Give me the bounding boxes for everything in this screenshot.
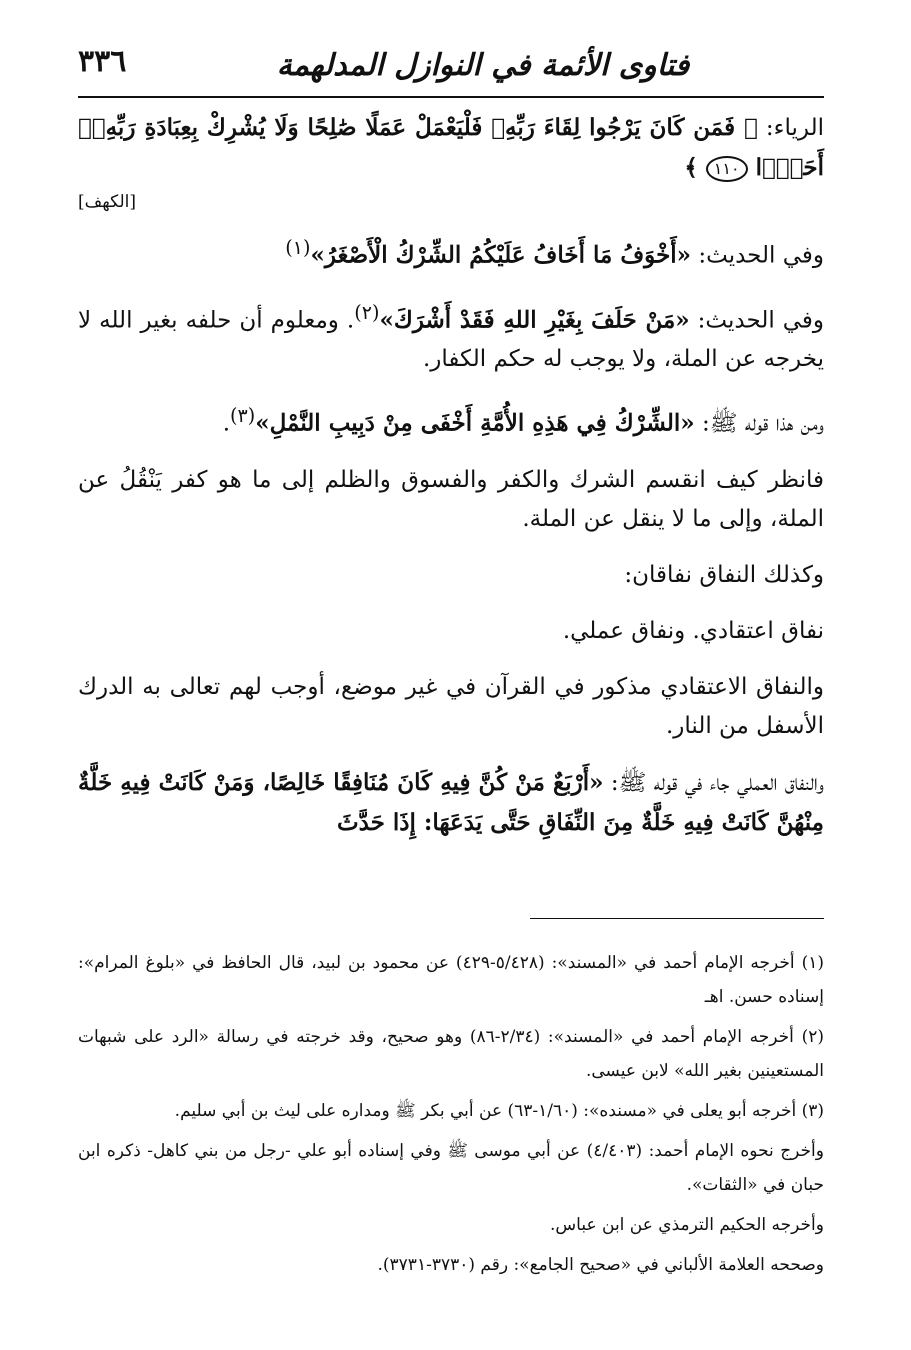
paragraph-intro: الرياء: (757, 115, 824, 141)
footnote-ref: (١) (285, 236, 311, 259)
paragraph-nifaq-intro: وكذلك النفاق نفاقان: (624, 561, 824, 588)
page-number: ٣٣٦ (78, 44, 127, 79)
paragraph-riya (78, 108, 824, 214)
quran-verse: ﴿ فَمَن كَانَ يَرْجُوا لِقَاءَ رَبِّهِۦ فَلْيَعْمَلْ عَمَلًا صَٰلِحًا وَلَا يُشْرِكْ بِعِبَادَةِ رَبِّهِۦٓ أَحَدًۢا (78, 114, 824, 181)
hadith-text: «أَرْبَعٌ مَنْ كُنَّ فِيهِ كَانَ مُنَافِقًا خَالِصًا، وَمَنْ كَانَتْ فِيهِ خَلَّةٌ مِنْهُنَّ كَانَتْ فِيهِ خَلَّةٌ مِنَ النِّفَاقِ حَتَّى يَدَعَهَا: إِذَا حَدَّثَ (78, 768, 824, 836)
footnotes (78, 946, 824, 1288)
hadith-text: «الشِّرْكُ فِي هَذِهِ الأُمَّةِ أَخْفَى مِنْ دَبِيبِ النَّمْلِ» (255, 409, 695, 437)
quran-close-bracket: ﴾ (684, 154, 706, 181)
ayah-number-marker: ١١٠ (706, 156, 748, 182)
footnote-3: (٣) أخرجه أبو يعلى في «مسنده»: (١/٦٠-٦٣) عن أبي بكر ﷺ ومداره على ليث بن أبي سليم. (174, 1101, 824, 1121)
paragraph-nifaq-types: نفاق اعتقادي. ونفاق عملي. (562, 617, 824, 644)
paragraph-intro: ومن هذا قوله ﷺ: (694, 410, 824, 437)
footnote-1: (١) أخرجه الإمام أحمد في «المسند»: (٥/٤٢٨-٤٢٩) عن محمود بن لبيد، قال الحافظ في «بلوغ المرام»: إسناده حسن. اهـ (78, 953, 824, 1007)
paragraph-intro: وفي الحديث: (689, 307, 824, 334)
paragraph-text: . ومعلوم أن حلفه بغير الله لا يخرجه عن الملة، ولا يوجب له حكم الكفار. (78, 307, 824, 373)
paragraph-nifaq-itiqadi: والنفاق الاعتقادي مذكور في القرآن في غير موضع، أوجب لهم تعالى به الدرك الأسفل من النار. (78, 673, 824, 739)
book-title: فتاوى الأئمة في النوازل المدلهمة (276, 48, 690, 83)
page-header (78, 44, 824, 94)
footnote-divider (530, 918, 824, 919)
paragraph-intro: وفي الحديث: (691, 242, 824, 269)
paragraph-end: . (222, 410, 230, 437)
paragraph-nifaq-amali (78, 763, 824, 843)
hadith-text: «مَنْ حَلَفَ بِغَيْرِ اللهِ فَقَدْ أَشْرَكَ» (379, 306, 690, 334)
footnote-ref: (٣) (230, 404, 256, 428)
footnote-3-continued: وصححه العلامة الألباني في «صحيح الجامع»: رقم (٣٧٣٠-٣٧٣١). (377, 1255, 824, 1275)
paragraph-hadith-3 (78, 396, 824, 444)
footnote-2: (٢) أخرجه الإمام أحمد في «المسند»: (٢/٣٤-٨٦) وهو صحيح، وقد خرجته في رسالة «الرد على شبهات المستعينين بغير الله» لابن عيسى. (78, 1027, 824, 1081)
paragraph-hadith-1 (78, 228, 824, 276)
paragraph-shirk-types: فانظر كيف انقسم الشرك والكفر والفسوق والظلم إلى ما هو كفر يَنْقُلُ عن الملة، وإلى ما لا ينقل عن الملة. (78, 466, 824, 532)
hadith-text: «أَخْوَفُ مَا أَخَافُ عَلَيْكُمُ الشِّرْكُ الْأَصْغَرُ» (310, 241, 692, 269)
main-text (78, 108, 824, 860)
paragraph-hadith-2 (78, 293, 824, 380)
footnote-3-continued: وأخرج نحوه الإمام أحمد: (٤/٤٠٣) عن أبي موسى ﷺ وفي إسناده أبو علي -رجل من بني كاهل- ذكره ابن حبان في «الثقات». (78, 1141, 824, 1195)
footnote-3-continued: وأخرجه الحكيم الترمذي عن ابن عباس. (549, 1215, 824, 1235)
sura-name: [الكهف] (78, 192, 136, 212)
header-divider (78, 96, 824, 98)
paragraph-intro: والنفاق العملي جاء في قوله ﷺ: (603, 769, 824, 796)
footnote-ref: (٢) (354, 300, 380, 324)
